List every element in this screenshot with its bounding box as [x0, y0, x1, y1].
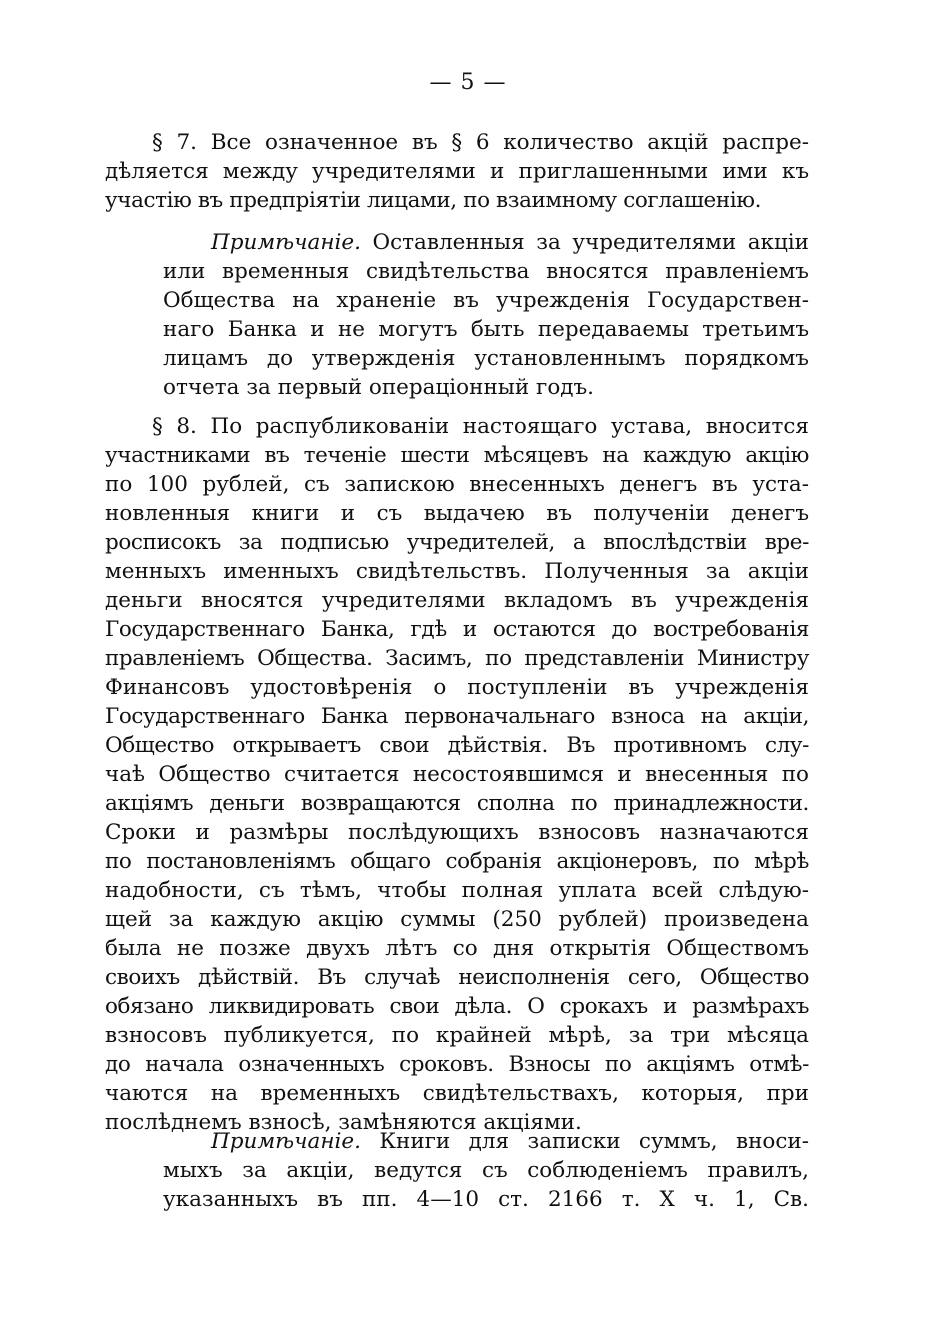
text-line: правленіемъ Общества. Засимъ, по представленіи Министру	[105, 646, 809, 671]
text-line: взносовъ публикуется, по крайней мѣрѣ, за три мѣсяца	[105, 1023, 809, 1048]
text-line: щей за каждую акцію суммы (250 рублей) произведена	[105, 907, 809, 932]
text-line: деньги вносятся учредителями вкладомъ въ учрежденія	[105, 588, 809, 613]
text-line: Общество открываетъ свои дѣйствія. Въ противномъ слу-	[105, 733, 809, 758]
text-line: послѣднемъ взносѣ, замѣняются акціями.	[105, 1110, 582, 1135]
note-label: Примѣчаніе.	[211, 1129, 361, 1154]
text-line: по 100 рублей, съ запискою внесенныхъ денегъ въ уста-	[105, 472, 809, 497]
note-text: Книги для записки суммъ, вноси-	[379, 1129, 809, 1154]
text-line: росписокъ за подписью учредителей, а впослѣдствіи вре-	[105, 530, 809, 555]
text-line: отчета за первый операціонный годъ.	[163, 375, 595, 400]
text-line: по постановленіямъ общаго собранія акціонеровъ, по мѣрѣ	[105, 849, 809, 874]
text-line: или временныя свидѣтельства вносятся правленіемъ	[163, 259, 809, 284]
text-line: Сроки и размѣры послѣдующихъ взносовъ назначаются	[105, 820, 809, 845]
text-line: Финансовъ удостовѣренія о поступленіи въ учрежденія	[105, 675, 809, 700]
text-line: надобности, съ тѣмъ, чтобы полная уплата всей слѣдую-	[105, 878, 809, 903]
text-line: Государственнаго Банка, гдѣ и остаются до востребованія	[105, 617, 809, 642]
section-8-paragraph	[105, 412, 809, 1137]
text-line: дѣляется между учредителями и приглашенными ими къ	[105, 159, 809, 184]
text-line: участниками въ теченіе шести мѣсяцевъ на каждую акцію	[105, 443, 809, 468]
text-line: § 7. Все означенное въ § 6 количество акцій распре-	[152, 130, 809, 155]
text-line: мыхъ за акціи, ведутся съ соблюденіемъ правилъ,	[163, 1158, 809, 1183]
text-line: Общества на храненіе въ учрежденія Государствен-	[163, 288, 809, 313]
note-text: Оставленныя за учредителями акціи	[372, 230, 809, 255]
page-number: — 5 —	[429, 70, 507, 95]
text-line: акціямъ деньги возвращаются сполна по принадлежности.	[105, 791, 809, 816]
text-line: обязано ликвидировать свои дѣла. О срокахъ и размѣрахъ	[105, 994, 809, 1019]
text-line: наго Банка и не могутъ быть передаваемы третьимъ	[163, 317, 809, 342]
text-line: указанныхъ въ пп. 4—10 ст. 2166 т. X ч. 1, Св.	[163, 1187, 809, 1212]
text-line: лицамъ до утвержденія установленнымъ порядкомъ	[163, 346, 809, 371]
note-1-paragraph	[163, 228, 809, 402]
text-line: до начала означенныхъ сроковъ. Взносы по акціямъ отмѣ-	[105, 1052, 809, 1077]
note-label: Примѣчаніе.	[211, 230, 361, 255]
text-line: менныхъ именныхъ свидѣтельствъ. Полученныя за акціи	[105, 559, 809, 584]
text-line: была не позже двухъ лѣтъ со дня открытія Обществомъ	[105, 936, 809, 961]
text-line: чаѣ Общество считается несостоявшимся и внесенныя по	[105, 762, 809, 787]
text-line: своихъ дѣйствій. Въ случаѣ неисполненія сего, Общество	[105, 965, 809, 990]
text-line	[163, 228, 809, 257]
text-line: чаются на временныхъ свидѣтельствахъ, которыя, при	[105, 1081, 809, 1106]
text-line: Государственнаго Банка первоначальнаго взноса на акціи,	[105, 704, 809, 729]
section-7-paragraph	[105, 128, 809, 215]
note-2-paragraph	[163, 1127, 809, 1214]
text-line: § 8. По распубликованіи настоящаго устава, вносится	[152, 414, 809, 439]
text-line: новленныя книги и съ выдачею въ полученіи денегъ	[105, 501, 809, 526]
text-line: участію въ предпріятіи лицами, по взаимному соглашенію.	[105, 188, 762, 213]
text-line	[163, 1127, 809, 1156]
